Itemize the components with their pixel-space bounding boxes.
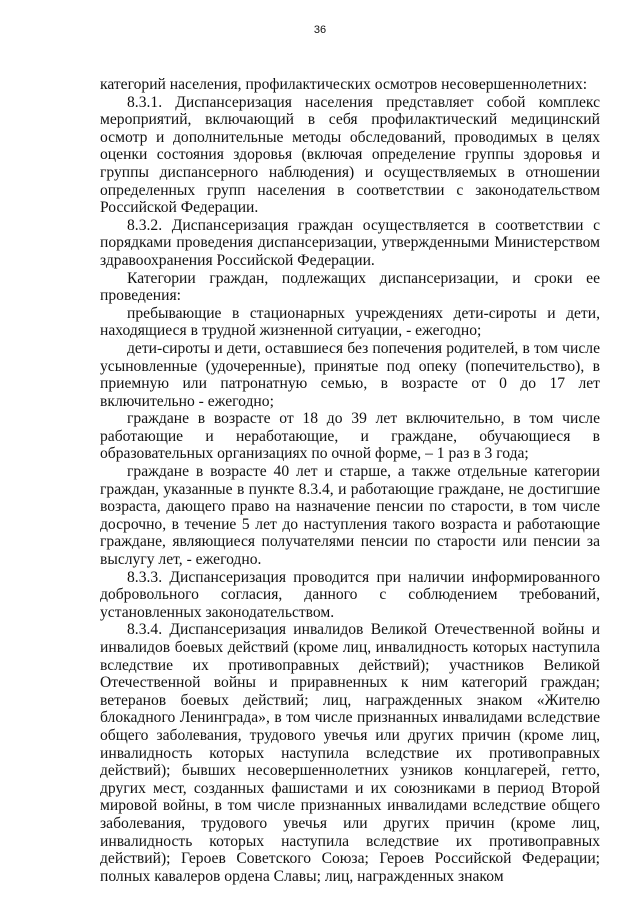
- paragraph-categories-intro: Категории граждан, подлежащих диспансеризации, и сроки ее проведения:: [100, 269, 600, 305]
- paragraph-8-3-2: 8.3.2. Диспансеризация граждан осуществляется в соответствии с порядками проведения диспансеризации, утвержденными Министерством здравоохранения Российской Федерации.: [100, 216, 600, 269]
- paragraph-category-orphans-no-care: дети-сироты и дети, оставшиеся без попечения родителей, в том числе усыновленные (удочеренные), принятые под опеку (попечительство), в приемную или патронатную семью, в возрасте от 0 до 17 лет включительно - ежегодно;: [100, 339, 600, 410]
- paragraph-8-3-4: 8.3.4. Диспансеризация инвалидов Великой Отечественной войны и инвалидов боевых действий (кроме лиц, инвалидность которых наступила вследствие их противоправных действий); участников Великой Отечественной войны и приравненных к ним категорий граждан; ветеранов боевых действий; лиц, награжденных знаком «Жителю блокадного Ленинграда», в том числе признанных инвалидами вследствие общего заболевания, трудового увечья или других причин (кроме лиц, инвалидность которых наступила вследствие их противоправных действий); бывших несовершеннолетних узников концлагерей, гетто, других мест, созданных фашистами и их союзниками в период Второй мировой войны, в том числе признанных инвалидами вследствие общего заболевания, трудового увечья или других причин (кроме лиц, инвалидность которых наступила вследствие их противоправных действий); Героев Советского Союза; Героев Российской Федерации; полных кавалеров ордена Славы; лиц, награжденных знаком: [100, 621, 600, 885]
- paragraph-category-40-plus: граждане в возрасте 40 лет и старше, а также отдельные категории граждан, указанные в пункте 8.3.4, и работающие граждане, не достигшие возраста, дающего право на назначение пенсии по старости, в том числе досрочно, в течение 5 лет до наступления такого возраста и работающие граждане, являющиеся получателями пенсии по старости или пенсии за выслугу лет, - ежегодно.: [100, 463, 600, 569]
- paragraph-category-18-39: граждане в возрасте от 18 до 39 лет включительно, в том числе работающие и неработающие, и граждане, обучающиеся в образовательных организациях по очной форме, – 1 раз в 3 года;: [100, 410, 600, 463]
- paragraph-continuation: категорий населения, профилактических осмотров несовершеннолетних:: [100, 76, 588, 93]
- paragraph-category-orphans-institutions: пребывающие в стационарных учреждениях дети-сироты и дети, находящиеся в трудной жизненной ситуации, - ежегодно;: [100, 304, 600, 340]
- document-body: [100, 76, 600, 885]
- page-number: 36: [313, 24, 327, 36]
- paragraph-8-3-1: 8.3.1. Диспансеризация населения представляет собой комплекс мероприятий, включающий в себя профилактический медицинский осмотр и дополнительные методы обследований, проводимых в целях оценки состояния здоровья (включая определение группы здоровья и группы диспансерного наблюдения) и осуществляемых в отношении определенных групп населения в соответствии с законодательством Российской Федерации.: [100, 93, 600, 217]
- paragraph-8-3-3: 8.3.3. Диспансеризация проводится при наличии информированного добровольного согласия, данного с соблюдением требований, установленных законодательством.: [100, 568, 600, 621]
